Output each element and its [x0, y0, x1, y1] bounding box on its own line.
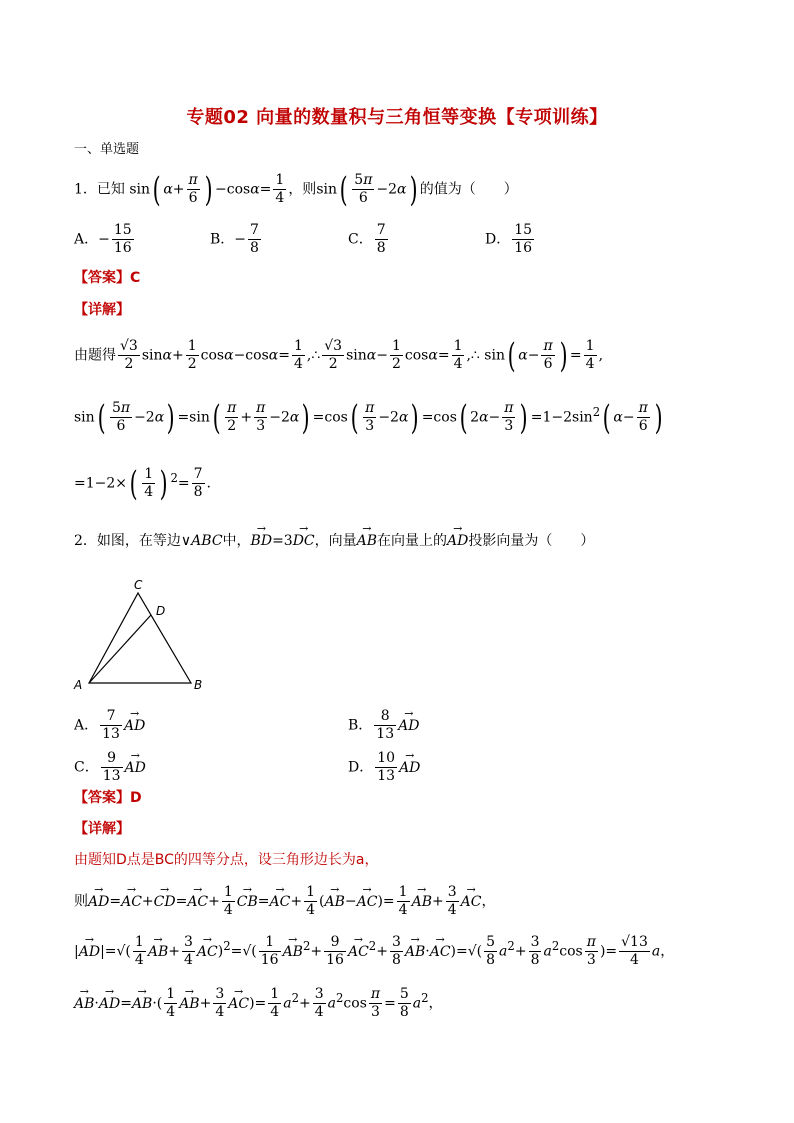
question-1-detail-label: 【详解】	[74, 302, 130, 318]
question-1-solution-line-1: 由题得 $\frac{√3}{2}$ sinα+ $\frac{1}{2}$ cosα−cosα= $\frac{1}{4}$ ,∴ $\frac{√3}{2}$ sinα− $\frac{1}{2}$ cosα= $\frac{1}{4}$ ,∴ sin( α− $\frac{\pi}{6}$ ) = $\frac{1}{4}$ ,	[74, 335, 604, 376]
question-1-option-c: C． $\frac{7}{8}$	[348, 222, 386, 256]
question-2-solution-line-3: |→ AD|=√( $\frac{1}{4}$ → AB+ $\frac{3}{4}$ → AC)$^2$=√( $\frac{1}{16}$ → $AB^2+$ $\frac{9}{16}$ → $AC^2+$ $\frac{3}{8}$ → AB·→ AC)=√( $\frac{5}{8}$ $a^2+$ $\frac{3}{8}$ $a^2\cos$ $\frac{\pi}{3}$ )= $\frac{√13}{4}$ a，	[74, 934, 674, 969]
question-2-option-d: D． $\frac{10}{13}$ → AD	[348, 750, 420, 785]
question-2-option-a: A． $\frac{7}{13}$ → AD	[74, 708, 145, 743]
question-2-answer: 【答案】D	[74, 790, 142, 806]
triangle-abc	[89, 593, 191, 683]
point-label-d: D	[156, 604, 166, 618]
vertex-label-a: A	[74, 678, 83, 692]
triangle-figure	[70, 575, 210, 695]
question-1-solution-line-2: sin( $\frac{5\pi}{6}$ −2α) =sin( $\frac{\pi}{2}$ + $\frac{\pi}{3}$ −2α) =cos( $\frac{\pi}{3}$ −2α) =cos( 2α− $\frac{\pi}{3}$ ) $=1-2\sin^2$( α− $\frac{\pi}{6}$ )	[74, 397, 663, 438]
question-1-stem: 1．已知 sin( α+ $\frac{\pi}{6}$ ) −cosα= $\frac{1}{4}$ ，则sin( $\frac{5\pi}{6}$ −2α) 的值为（ ）	[74, 169, 518, 210]
question-2-solution-line-1: 由题知D点是BC的四等分点，设三角形边长为a，	[74, 852, 379, 868]
question-1-option-b: B．− $\frac{7}{8}$	[210, 222, 259, 256]
question-2-solution-line-4: → AB·→ AD=→ AB·( $\frac{1}{4}$ → AB+ $\frac{3}{4}$ → AC)= $\frac{1}{4}$ $a^2+$ $\frac{3}{4}$ $a^2\cos$ $\frac{\pi}{3}$ = $\frac{5}{8}$ $a^2$，	[74, 986, 443, 1021]
section-heading: 一、单选题	[74, 142, 140, 157]
question-2-option-c: C． $\frac{9}{13}$ → AD	[74, 750, 146, 785]
question-1-number: 1．	[74, 181, 97, 198]
question-1-answer: 【答案】C	[74, 270, 141, 286]
question-1-option-d: D． $\frac{15}{16}$	[485, 222, 533, 256]
vertex-label-c: C	[134, 578, 143, 592]
question-2-stem: 2．如图，在等边∨ABC中，→ BD=3→ DC，向量→ AB在向量上的→ AD投影向量为（ ）	[74, 531, 594, 551]
question-1-solution-line-3: =1−2×( $\frac{1}{4}$ ) $^2$= $\frac{7}{8}$ .	[74, 463, 211, 504]
vertex-label-b: B	[194, 678, 203, 692]
question-2-detail-label: 【详解】	[74, 821, 130, 837]
question-2-option-b: B． $\frac{8}{13}$ → AD	[348, 708, 419, 743]
question-2-solution-line-2: 则→ AD=→ AC+→ CD=→ AC+ $\frac{1}{4}$ → CB=→ AC+ $\frac{1}{4}$ (→ AB−→ AC)= $\frac{1}{4}$ → AB+ $\frac{3}{4}$ → AC，	[74, 884, 495, 919]
question-1-option-a: A．− $\frac{15}{16}$	[74, 222, 132, 256]
page-title: 专题02 向量的数量积与三角恒等变换【专项训练】	[186, 107, 608, 128]
